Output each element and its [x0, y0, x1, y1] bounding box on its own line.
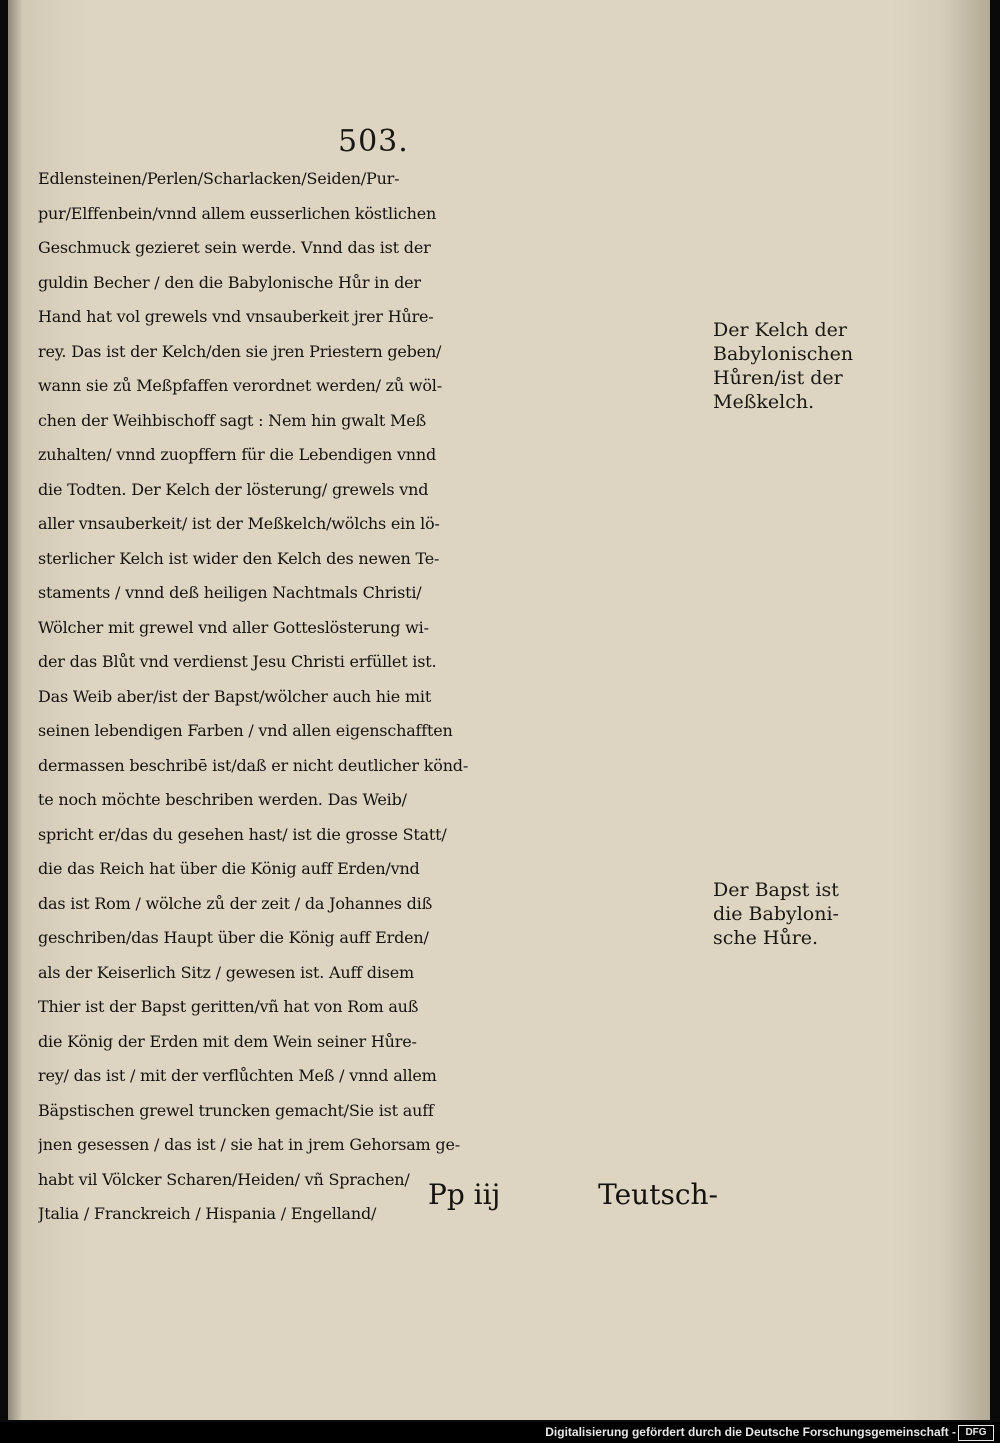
text-line: Geschmuck gezieret sein werde. Vnnd das ist der	[38, 238, 431, 257]
text-line: seinen lebendigen Farben / vnd allen eigenschafften	[38, 721, 453, 740]
page-gutter	[8, 0, 22, 1420]
text-line: dermassen beschribē ist/daß er nicht deutlicher könd-	[38, 755, 469, 775]
text-line: wann sie zů Meßpfaffen verordnet werden/ zů wöl-	[38, 376, 442, 395]
page-edge-shadow	[944, 0, 990, 1420]
footer-bar	[0, 1422, 1000, 1443]
note-line: die Babyloni-	[713, 903, 839, 925]
note-line: sche Hůre.	[713, 927, 819, 949]
text-line: chen der Weihbischoff sagt : Nem hin gwalt Meß	[38, 410, 426, 430]
text-line: die König der Erden mit dem Wein seiner Hůre-	[38, 1031, 417, 1051]
text-line: Jtalia / Franckreich / Hispania / Engelland/	[38, 1204, 377, 1223]
text-line: als der Keiserlich Sitz / gewesen ist. Auff disem	[38, 962, 414, 982]
text-line: Edlensteinen/Perlen/Scharlacken/Seiden/Pur-	[38, 169, 400, 188]
text-line: die Todten. Der Kelch der lösterung/ grewels vnd	[38, 479, 429, 499]
note-line: Der Bapst ist	[713, 879, 839, 901]
text-line: Thier ist der Bapst geritten/vñ hat von Rom auß	[38, 997, 419, 1016]
text-line: der das Blůt vnd verdienst Jesu Christi erfüllet ist.	[38, 652, 437, 671]
funding-credit: Digitalisierung gefördert durch die Deutsche Forschungsgemeinschaft -	[545, 1425, 956, 1439]
text-line: Hand hat vol grewels vnd vnsauberkeit jrer Hůre-	[38, 307, 434, 326]
text-line: Bäpstischen grewel truncken gemacht/Sie ist auff	[38, 1100, 434, 1120]
text-line: Wölcher mit grewel vnd aller Gotteslösterung wi-	[38, 617, 429, 637]
text-line: habt vil Völcker Scharen/Heiden/ vñ Sprachen/	[38, 1169, 410, 1189]
text-line: jnen gesessen / das ist / sie hat in jrem Gehorsam ge-	[38, 1135, 460, 1154]
signature-line	[428, 1178, 718, 1211]
text-line: zuhalten/ vnnd zuopffern für die Lebendigen vnnd	[38, 445, 437, 464]
text-line: Das Weib aber/ist der Bapst/wölcher auch hie mit	[38, 686, 432, 706]
note-line: Hůren/ist der	[713, 367, 843, 389]
text-line: die das Reich hat über die König auff Erden/vnd	[38, 859, 420, 878]
text-line: aller vnsauberkeit/ ist der Meßkelch/wölchs ein lö-	[38, 514, 440, 533]
text-line: sterlicher Kelch ist wider den Kelch des newen Te-	[38, 548, 440, 568]
text-line: guldin Becher / den die Babylonische Hůr in der	[38, 272, 421, 292]
dfg-logo: DFG	[958, 1425, 994, 1441]
marginal-note-1	[713, 318, 873, 414]
text-line: te noch möchte beschriben werden. Das Weib/	[38, 790, 407, 809]
text-line: staments / vnnd deß heiligen Nachtmals Christi/	[38, 583, 422, 602]
catchword: Teutsch-	[598, 1178, 718, 1211]
text-line: das ist Rom / wölche zů der zeit / da Johannes diß	[38, 893, 433, 913]
marginal-note-2	[713, 878, 873, 950]
text-line: pur/Elffenbein/vnnd allem eusserlichen köstlichen	[38, 203, 437, 223]
note-line: Babylonischen	[713, 343, 854, 365]
main-text-block	[38, 162, 708, 1232]
signature-mark: Pp iij	[428, 1178, 501, 1211]
page-number: 503.	[338, 124, 409, 159]
text-line: rey. Das ist der Kelch/den sie jren Priestern geben/	[38, 341, 442, 361]
text-line: spricht er/das du gesehen hast/ ist die grosse Statt/	[38, 824, 447, 844]
book-page	[8, 0, 990, 1420]
note-line: Der Kelch der	[713, 319, 848, 341]
text-line: rey/ das ist / mit der verflůchten Meß / vnnd allem	[38, 1066, 437, 1085]
note-line: Meßkelch.	[713, 391, 815, 413]
text-line: geschriben/das Haupt über die König auff Erden/	[38, 928, 429, 947]
